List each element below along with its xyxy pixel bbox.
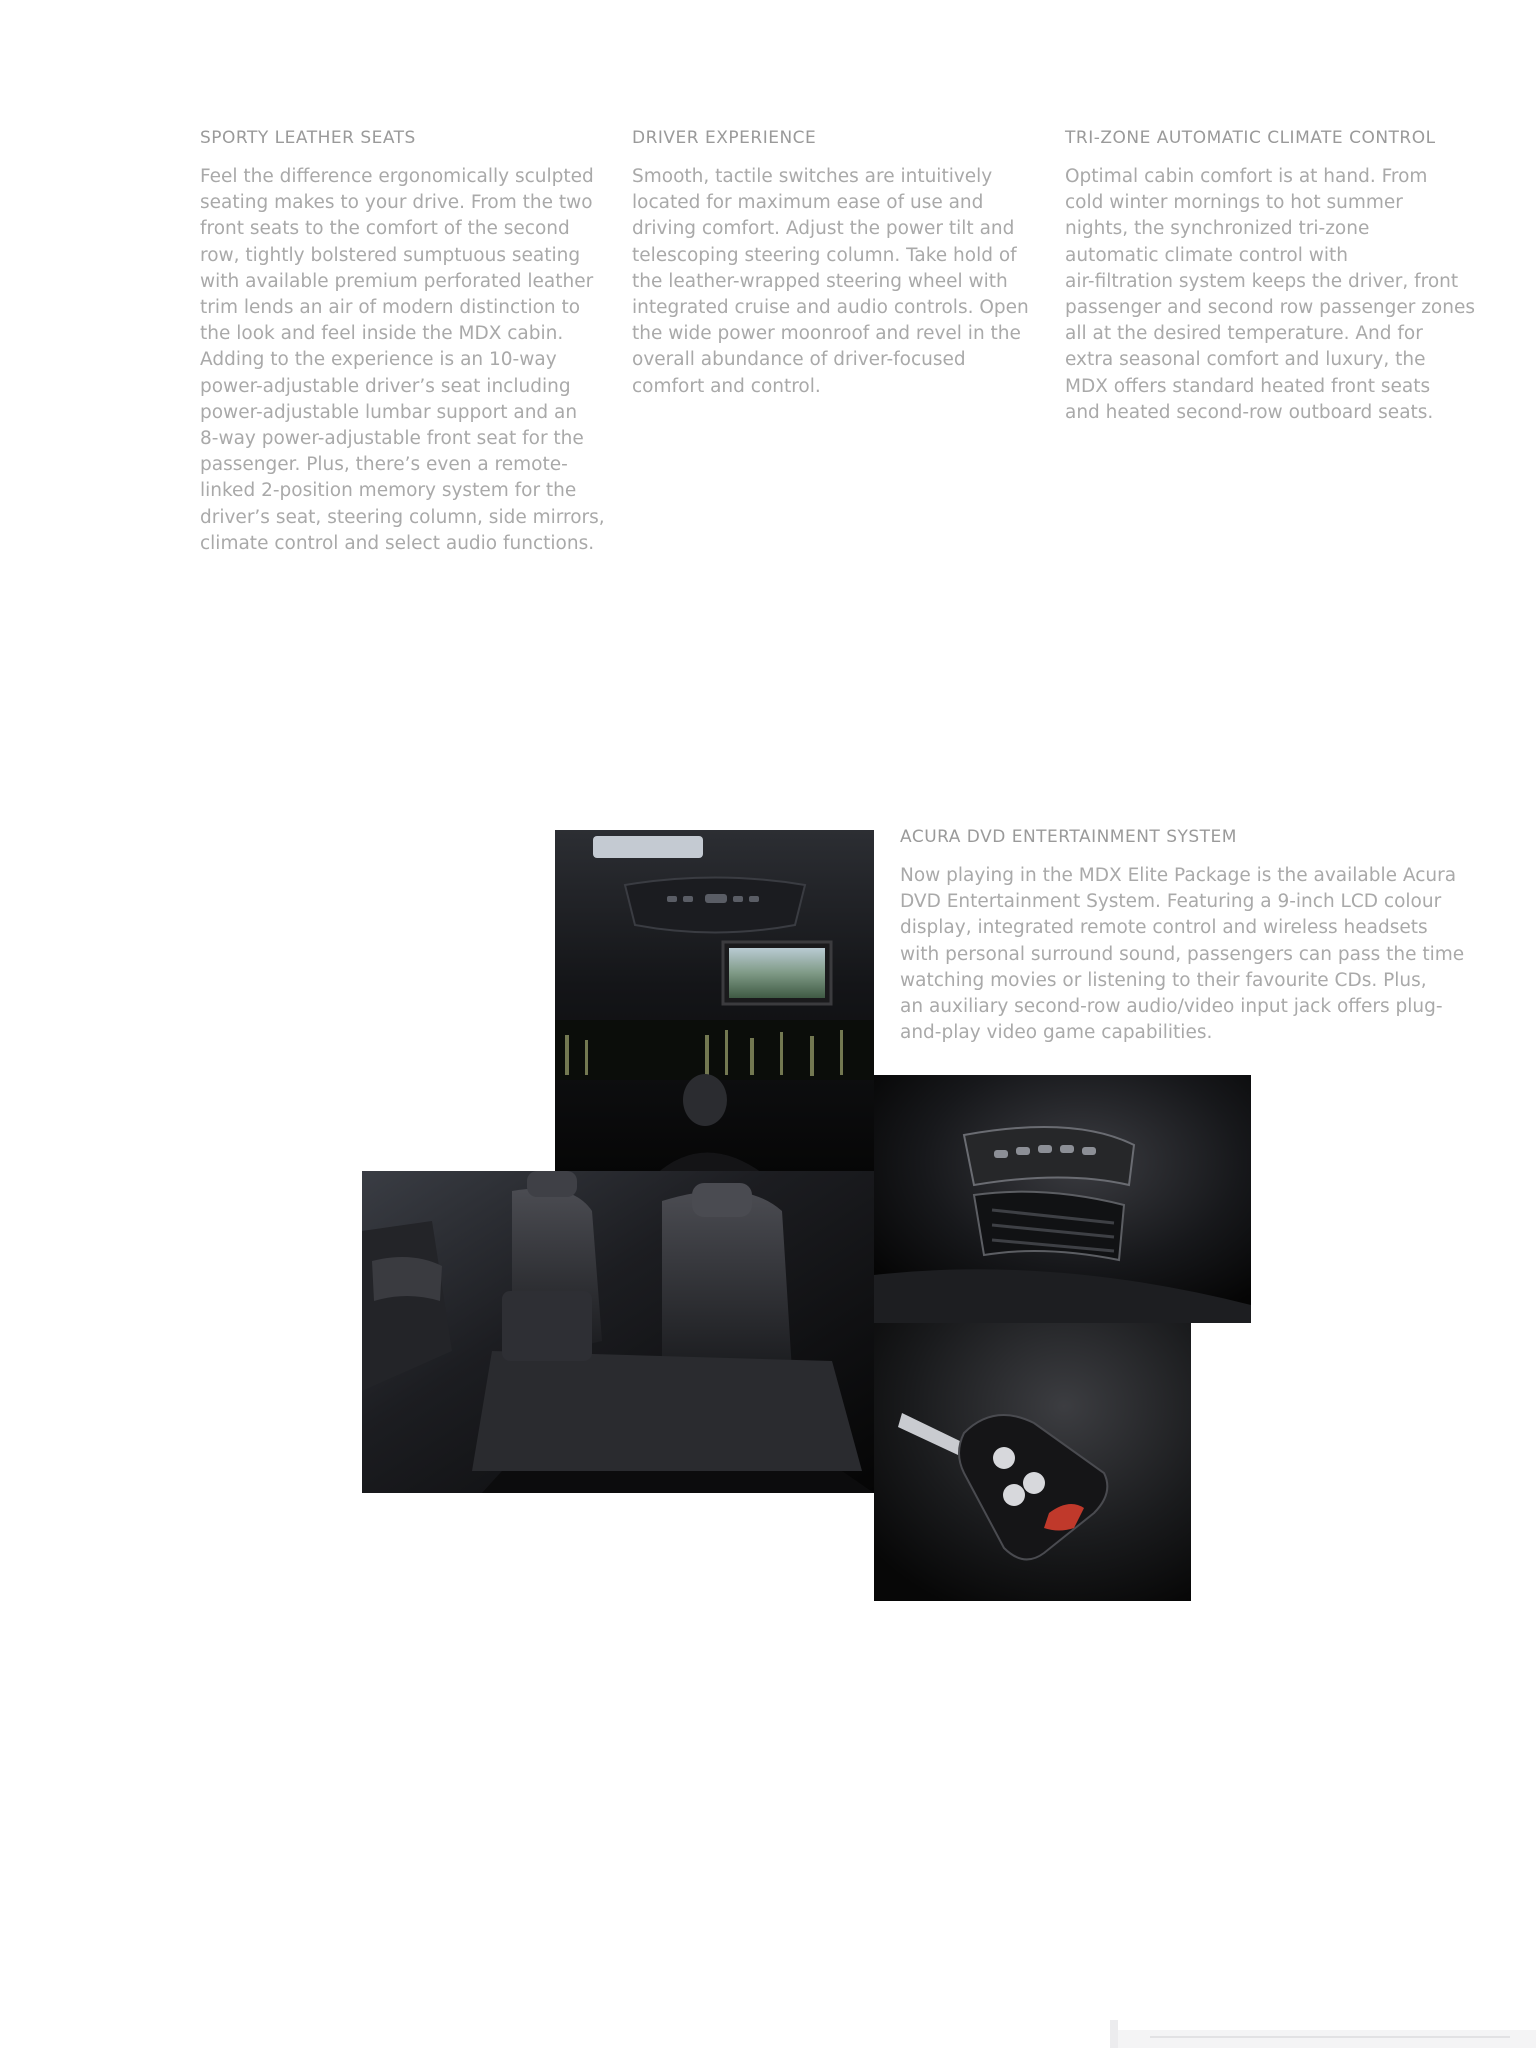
text-line: Smooth, tactile switches are intuitively bbox=[632, 166, 993, 187]
text-line: display, integrated remote control and wireless headsets bbox=[900, 917, 1428, 939]
leather-seats-photo bbox=[362, 1171, 874, 1493]
text-line: with available premium perforated leather bbox=[200, 270, 594, 292]
section-heading: ACURA DVD ENTERTAINMENT SYSTEM bbox=[900, 827, 1237, 847]
text-line: the wide power moonroof and revel in the bbox=[632, 323, 1021, 345]
text-line: 8-way power-adjustable front seat for the bbox=[200, 428, 584, 450]
text-line: linked 2-position memory system for the bbox=[200, 480, 577, 502]
text-line: extra seasonal comfort and luxury, the bbox=[1065, 349, 1426, 371]
text-line: and-play video game capabilities. bbox=[900, 1022, 1213, 1044]
text-line: Adding to the experience is an 10-way bbox=[200, 349, 557, 371]
text-line: climate control and select audio functions. bbox=[200, 532, 595, 554]
section-body bbox=[900, 863, 1465, 1046]
text-line: comfort and control. bbox=[632, 375, 821, 397]
section-body bbox=[200, 164, 605, 557]
text-line: MDX offers standard heated front seats bbox=[1065, 375, 1431, 397]
dvd-entertainment-section bbox=[900, 827, 1465, 1046]
text-line: cold winter mornings to hot summer bbox=[1065, 192, 1403, 214]
text-line: the look and feel inside the MDX cabin. bbox=[200, 323, 564, 345]
text-line: all at the desired temperature. And for bbox=[1065, 323, 1423, 345]
text-line: power-adjustable lumbar support and an bbox=[200, 401, 578, 423]
text-line: integrated cruise and audio controls. Open bbox=[632, 297, 1029, 319]
text-line: front seats to the comfort of the second bbox=[200, 218, 570, 240]
text-line: driver’s seat, steering column, side mirrors, bbox=[200, 506, 605, 528]
text-line: row, tightly bolstered sumptuous seating bbox=[200, 244, 581, 266]
text-line: watching movies or listening to their favourite CDs. Plus, bbox=[900, 969, 1427, 991]
text-line: overall abundance of driver-focused bbox=[632, 349, 966, 371]
tri-zone-climate-section bbox=[1065, 128, 1485, 426]
text-line: the leather-wrapped steering wheel with bbox=[632, 270, 1008, 292]
text-line: Feel the difference ergonomically sculpted bbox=[200, 166, 594, 187]
text-line: DVD Entertainment System. Featuring a 9-inch LCD colour bbox=[900, 891, 1442, 913]
text-line: Optimal cabin comfort is at hand. From bbox=[1065, 166, 1428, 187]
sporty-leather-seats-section bbox=[200, 128, 605, 557]
page-corner-decoration bbox=[1110, 2010, 1536, 2048]
text-line: passenger and second row passenger zones bbox=[1065, 297, 1475, 319]
section-heading: TRI-ZONE AUTOMATIC CLIMATE CONTROL bbox=[1065, 128, 1436, 148]
rear-climate-vents-photo bbox=[874, 1075, 1251, 1323]
section-heading: DRIVER EXPERIENCE bbox=[632, 128, 817, 148]
section-heading: SPORTY LEATHER SEATS bbox=[200, 128, 416, 148]
overhead-dvd-screen-photo bbox=[555, 830, 874, 1175]
text-line: passenger. Plus, there’s even a remote- bbox=[200, 454, 568, 476]
text-line: driving comfort. Adjust the power tilt and bbox=[632, 218, 1015, 240]
driver-experience-section bbox=[632, 128, 1032, 400]
text-line: with personal surround sound, passengers can pass the time bbox=[900, 943, 1465, 965]
text-line: and heated second-row outboard seats. bbox=[1065, 401, 1434, 423]
remote-key-fob-photo bbox=[874, 1323, 1191, 1601]
text-line: trim lends an air of modern distinction to bbox=[200, 297, 581, 319]
text-line: an auxiliary second-row audio/video input jack offers plug- bbox=[900, 996, 1443, 1018]
section-body bbox=[632, 164, 1032, 400]
section-body bbox=[1065, 164, 1485, 426]
text-line: Now playing in the MDX Elite Package is the available Acura bbox=[900, 865, 1457, 886]
text-line: seating makes to your drive. From the two bbox=[200, 192, 593, 214]
text-line: air-filtration system keeps the driver, front bbox=[1065, 270, 1459, 292]
text-line: telescoping steering column. Take hold of bbox=[632, 244, 1017, 266]
text-line: located for maximum ease of use and bbox=[632, 192, 984, 214]
text-line: automatic climate control with bbox=[1065, 244, 1349, 266]
text-line: power-adjustable driver’s seat including bbox=[200, 375, 571, 397]
text-line: nights, the synchronized tri-zone bbox=[1065, 218, 1370, 240]
